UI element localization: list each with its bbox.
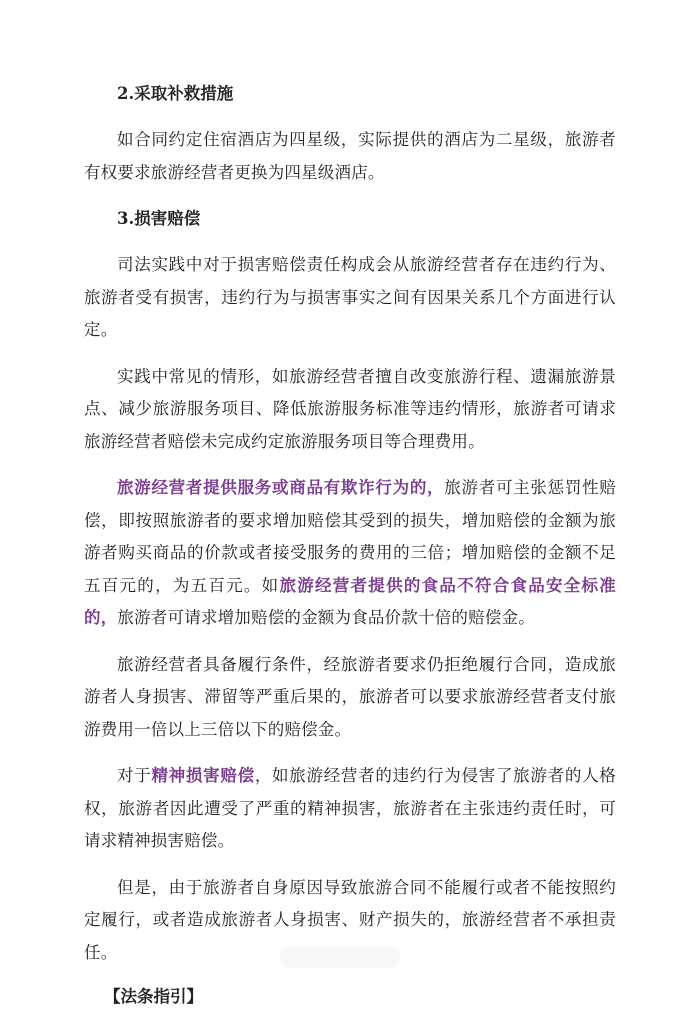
paragraph-exception: 但是，由于旅游者自身原因导致旅游合同不能履行或者不能按照约定履行，或者造成旅游者人身损害、财产损失的，旅游经营者不承担责任。 bbox=[84, 877, 616, 962]
section-heading-remedy: 2.采取补救措施 bbox=[117, 84, 234, 103]
text-mental-body: ，如旅游经营者的违约行为侵害了旅游者的人格权，旅游者因此遭受了严重的精神损害，旅游者在主张违约责任时，可请求精神损害赔偿。 bbox=[84, 766, 617, 850]
paragraph-fraud-punitive bbox=[84, 472, 616, 635]
text-fraud-body: 旅游者可主张惩罚性赔偿，即按照旅游者的要求增加赔偿其受到的损失，增加赔偿的金额为旅游者购买商品的价款或者接受服务的费用的三倍；增加赔偿的金额不足五百元的，为五百元。如 bbox=[84, 478, 617, 595]
paragraph-hotel-upgrade: 如合同约定住宿酒店为四星级，实际提供的酒店为二星级，旅游者有权要求旅游经营者更换为四星级酒店。 bbox=[84, 130, 616, 182]
highlight-food-safety: 旅游经营者提供的食品不符合食品安全标准的， bbox=[84, 575, 616, 627]
text-food-body: 旅游者可请求增加赔偿的金额为食品价款十倍的赔偿金。 bbox=[117, 608, 535, 627]
highlight-mental-damages: 精神损害赔偿 bbox=[151, 766, 255, 785]
section-heading-damages: 3.损害赔偿 bbox=[117, 209, 201, 228]
legal-reference-title: 【法条指引】 bbox=[104, 987, 203, 1006]
paragraph-damages-criteria: 司法实践中对于损害赔偿责任构成会从旅游经营者存在违约行为、旅游者受有损害，违约行为与损害事实之间有因果关系几个方面进行认定。 bbox=[84, 255, 616, 339]
watermark bbox=[280, 946, 400, 968]
paragraph-common-situations: 实践中常见的情形，如旅游经营者擅自改变旅游行程、遗漏旅游景点、减少旅游服务项目、降低旅游服务标准等违约情形，旅游者可请求旅游经营者赔偿未完成约定旅游服务项目等合理费用。 bbox=[84, 366, 616, 451]
paragraph-refuse-performance: 旅游经营者具备履行条件，经旅游者要求仍拒绝履行合同，造成旅游者人身损害、滞留等严重后果的，旅游者可以要求旅游经营者支付旅游费用一倍以上三倍以下的赔偿金。 bbox=[84, 654, 616, 739]
highlight-fraud: 旅游经营者提供服务或商品有欺诈行为的， bbox=[117, 478, 445, 497]
text-mental-prefix: 对于 bbox=[117, 766, 152, 785]
paragraph-mental-damages bbox=[84, 760, 616, 858]
document-body bbox=[84, 78, 616, 1013]
